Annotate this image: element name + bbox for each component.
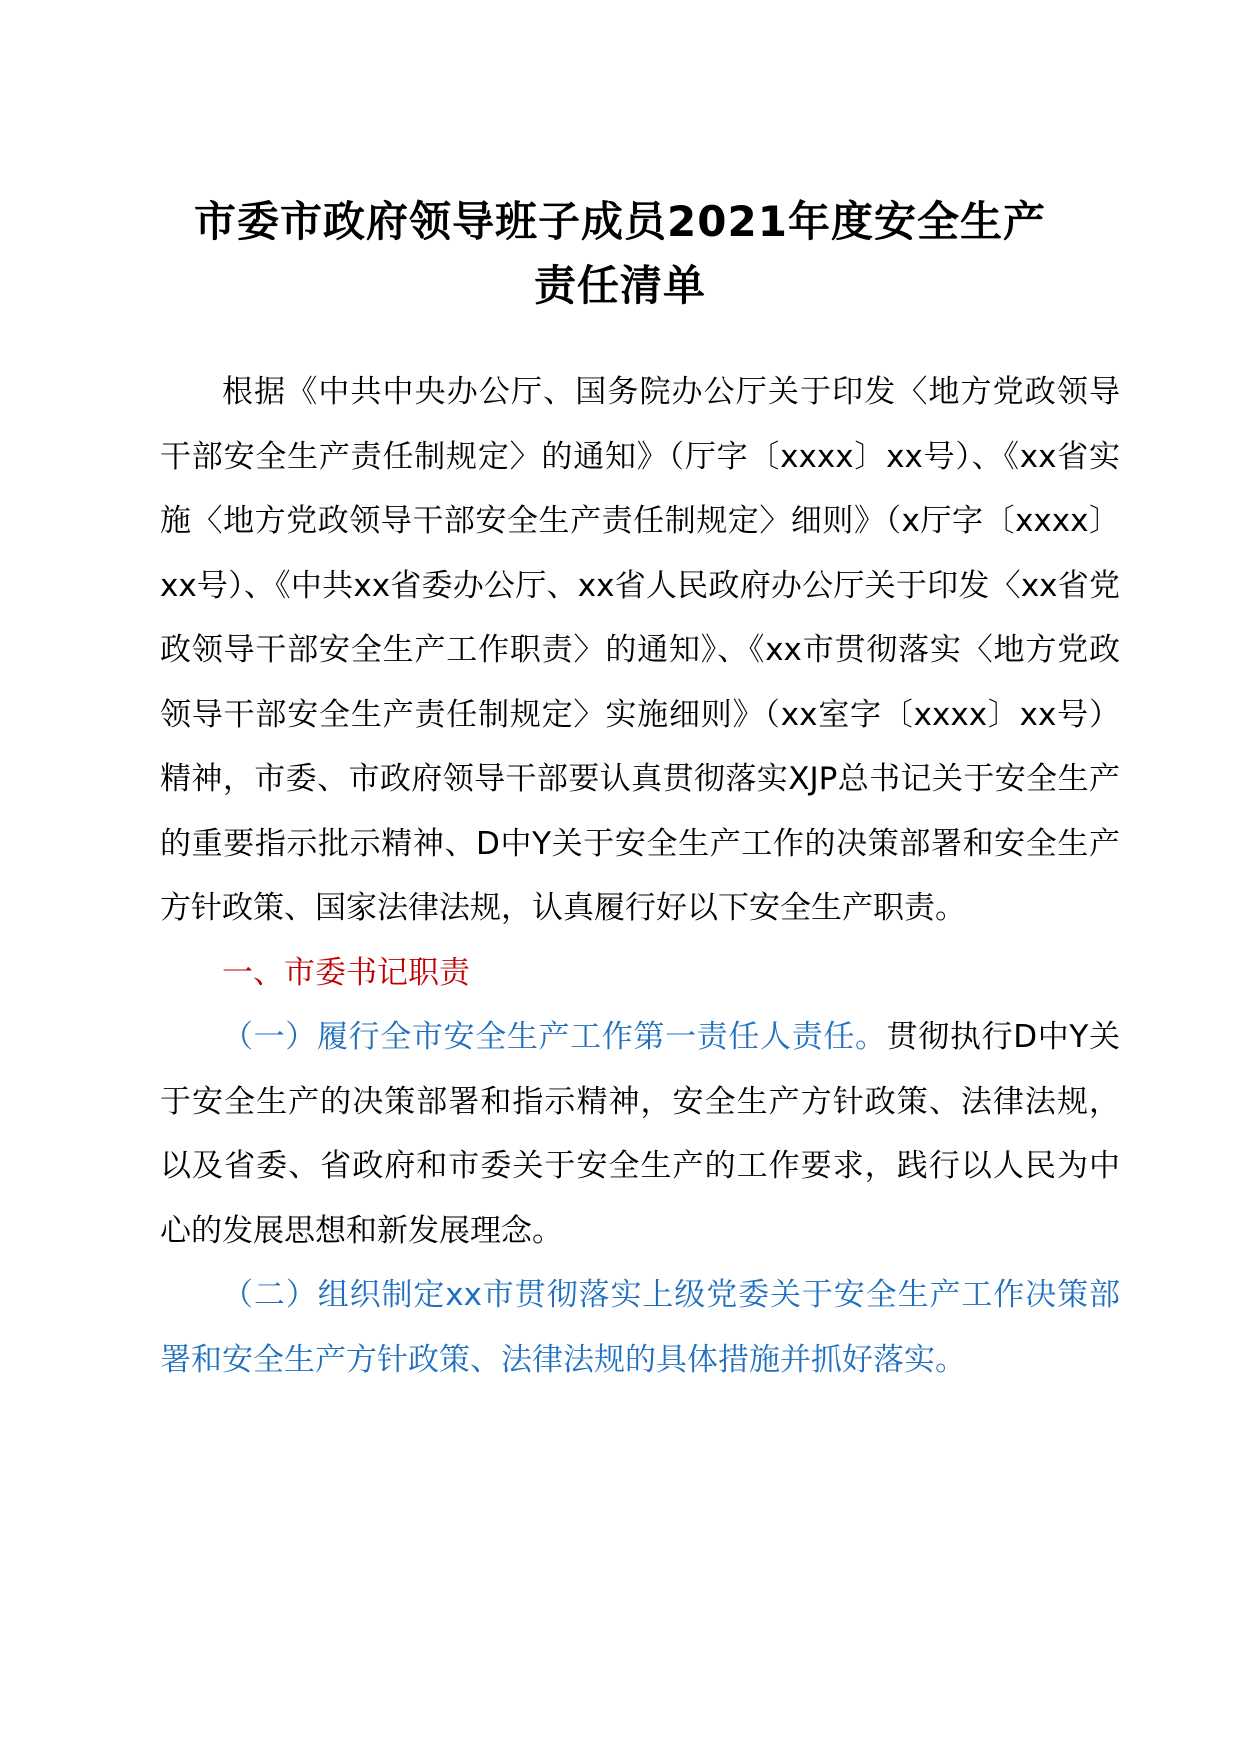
intro-paragraph: 根据《中共中央办公厅、国务院办公厅关于印发〈地方党政领导干部安全生产责任制规定〉的通知》（厅字〔xxxx〕xx号）、《xx省实施〈地方党政领导干部安全生产责任制规定〉细则》（x厅字〔xxxx〕xx号）、《中共xx省委办公厅、xx省人民政府办公厅关于印发〈xx省党政领导干部安全生产工作职责〉的通知》、《xx市贯彻落实〈地方党政领导干部安全生产责任制规定〉实施细则》（xx室字〔xxxx〕xx号）精神，市委、市政府领导干部要认真贯彻落实XJP总书记关于安全生产的重要指示批示精神、D中Y关于安全生产工作的决策部署和安全生产方针政策、国家法律法规，认真履行好以下安全生产职责。 — [160, 374, 1120, 926]
duty-item-1 — [160, 1005, 1120, 1263]
title-line-2: 责任清单 — [533, 261, 706, 310]
section-heading-party-secretary: 一、市委书记职责 — [222, 954, 470, 991]
document-title — [150, 190, 1090, 318]
document-body — [160, 360, 1120, 1392]
title-line-1: 市委市政府领导班子成员2021年度安全生产 — [194, 197, 1046, 246]
duty-item-1-body: 贯彻执行D中Y关于安全生产的决策部署和指示精神，安全生产方针政策、法律法规，以及省委、省政府和市委关于安全生产的工作要求，践行以人民为中心的发展思想和新发展理念。 — [160, 1019, 1120, 1249]
duty-item-1-lead: （一）履行全市安全生产工作第一责任人责任。 — [222, 1019, 887, 1055]
duty-item-2: （二）组织制定xx市贯彻落实上级党委关于安全生产工作决策部署和安全生产方针政策、法律法规的具体措施并抓好落实。 — [160, 1277, 1120, 1378]
